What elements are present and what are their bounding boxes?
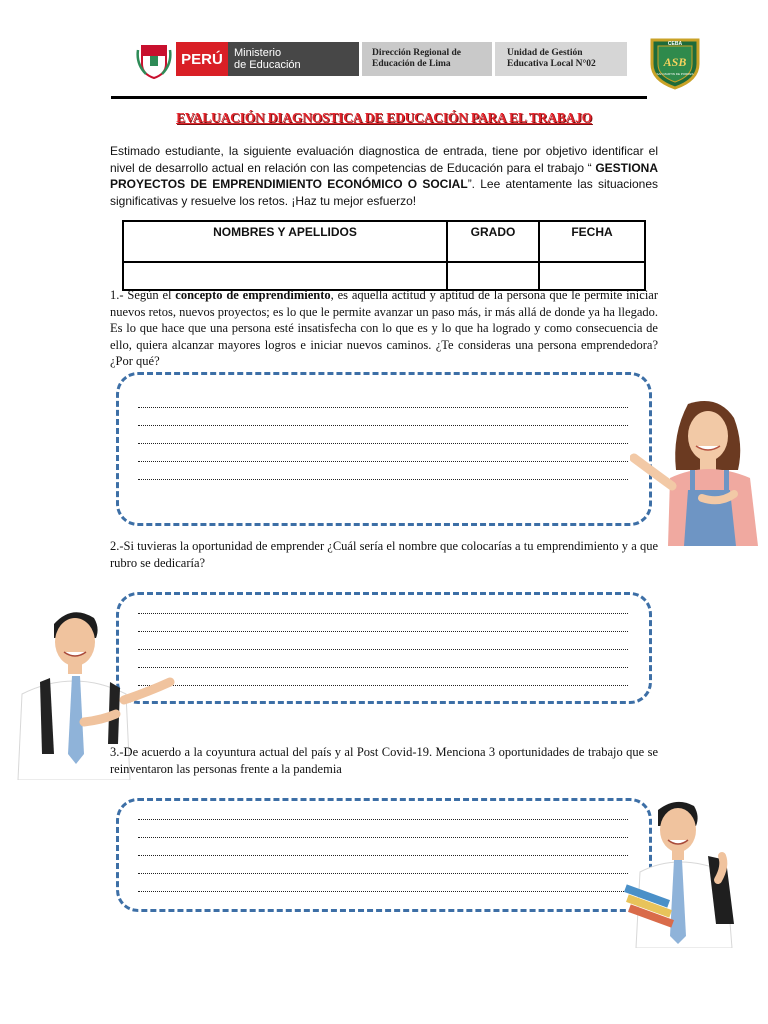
dre-logo <box>362 42 492 76</box>
answer-line[interactable] <box>138 818 628 820</box>
header-grado: GRADO <box>447 221 539 262</box>
q1-rest: , es aquella actitud y aptitud de la persona que le permite iniciar nuevos retos, nuevos proyectos; es lo que le permite avanzar un paso más, ir más allá de donde ya ha llegado. Es lo que hace que una persona esté insatisfecha con lo que es y lo que ha logrado y como consecuencia de ello, quiera alcanzar mayores logros e iniciar nuevos caminos. ¿Te consideras una persona emprendedora? ¿Por qué? <box>110 288 659 368</box>
answer-line[interactable] <box>138 478 628 480</box>
ceba-top-text: CEBA <box>667 41 683 47</box>
answer-line[interactable] <box>138 442 628 444</box>
dre-line1: Dirección Regional de <box>372 48 462 58</box>
ministerio-line2: de Educación <box>234 59 301 71</box>
grado-field[interactable] <box>447 262 539 290</box>
header-fecha: FECHA <box>539 221 645 262</box>
header-nombres: NOMBRES Y APELLIDOS <box>123 221 447 262</box>
intro-paragraph <box>110 143 658 209</box>
question-1 <box>110 287 658 370</box>
answer-box-1[interactable] <box>116 372 652 526</box>
intro-text-2: ”. Lee atentamente las situaciones significativas y resuelve los retos. ¡Haz tu mejor esfuerzo! <box>110 177 658 208</box>
header-divider <box>111 96 647 99</box>
answer-line[interactable] <box>138 872 628 874</box>
q1-concept: concepto de emprendimiento <box>175 288 331 302</box>
intro-text-1: Estimado estudiante, la siguiente evaluación diagnostica de entrada, tiene por objetivo identificar el nivel de desarrollo actual en relación con las competencias de Educación para el trabajo “ <box>110 144 658 175</box>
question-2: 2.-Si tuvieras la oportunidad de emprender ¿Cuál sería el nombre que colocarías a tu emprendimiento y a que rubro se dedicaría? <box>110 539 658 570</box>
student-info-table <box>122 220 646 291</box>
ugel-line2: Educativa Local N°02 <box>507 59 596 69</box>
question-3: 3.-De acuerdo a la coyuntura actual del país y al Post Covid-19. Menciona 3 oportunidades de trabajo que se reinventaron las personas frente a la pandemia <box>110 745 658 776</box>
ugel-logo <box>495 42 627 76</box>
answer-line[interactable] <box>138 666 628 668</box>
ministerio-logo <box>228 42 359 76</box>
answer-line[interactable] <box>138 684 628 686</box>
answer-line[interactable] <box>138 406 628 408</box>
nombres-field[interactable] <box>123 262 447 290</box>
answer-line[interactable] <box>138 890 628 892</box>
peru-logo <box>176 42 228 76</box>
ceba-center-text: ASB <box>663 55 687 69</box>
ugel-line1: Unidad de Gestión <box>507 48 583 58</box>
intro-competence: GESTIONA PROYECTOS DE EMPRENDIMIENTO ECONÓMICO O SOCIAL <box>110 160 658 191</box>
ceba-badge-icon <box>646 34 704 90</box>
page-title: EVALUACIÓN DIAGNOSTICA DE EDUCACIÓN PARA EL TRABAJO <box>176 110 592 125</box>
student-girl-illustration <box>630 394 760 546</box>
q1-prefix: 1.- Según el <box>110 288 176 302</box>
answer-line[interactable] <box>138 612 628 614</box>
answer-line[interactable] <box>138 460 628 462</box>
student-boy-books-illustration <box>622 796 748 948</box>
header-logos <box>0 34 768 96</box>
peru-shield-icon <box>136 40 172 80</box>
answer-line[interactable] <box>138 854 628 856</box>
ministerio-line1: Ministerio <box>234 47 282 59</box>
dre-line2: Educación de Lima <box>372 59 451 69</box>
answer-line[interactable] <box>138 424 628 426</box>
answer-line[interactable] <box>138 648 628 650</box>
answer-line[interactable] <box>138 836 628 838</box>
ceba-bottom-text: SAN MARTIN DE PORRES <box>656 72 694 76</box>
fecha-field[interactable] <box>539 262 645 290</box>
answer-line[interactable] <box>138 630 628 632</box>
peru-label: PERÚ <box>181 50 223 68</box>
